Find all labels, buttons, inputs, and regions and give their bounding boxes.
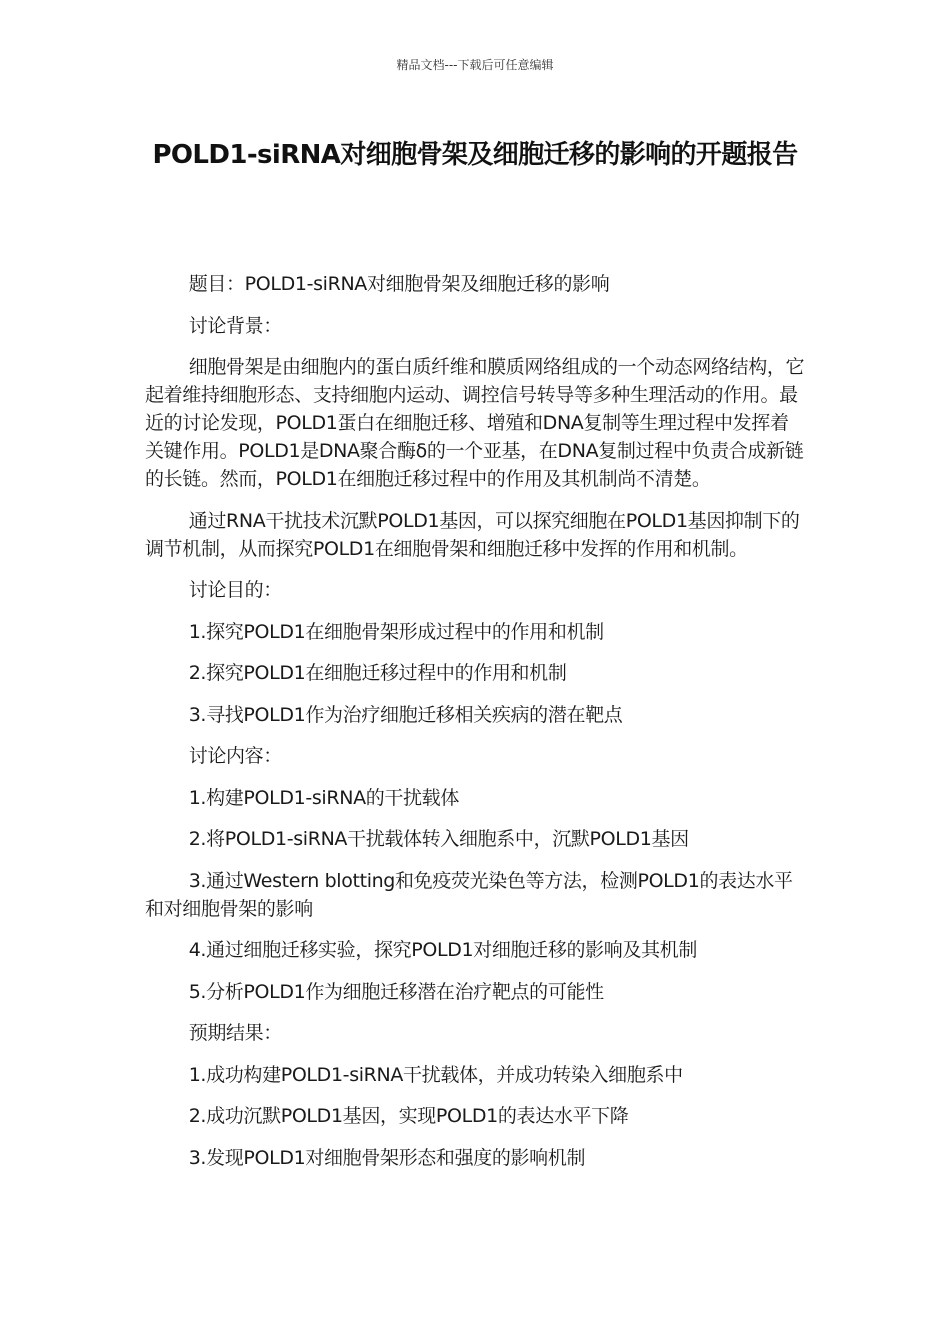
section-heading-expected: 预期结果：	[188, 1022, 282, 1044]
purpose-item-3: 3.寻找POLD1作为治疗细胞迁移相关疾病的潜在靶点	[188, 703, 623, 726]
topic-line: 题目：POLD1-siRNA对细胞骨架及细胞迁移的影响	[188, 273, 610, 295]
section-heading-purpose: 讨论目的：	[188, 579, 282, 601]
section-heading-background: 讨论背景：	[188, 314, 282, 337]
content-item-4: 4.通过细胞迁移实验，探究POLD1对细胞迁移的影响及其机制	[188, 939, 698, 961]
expected-item-1: 1.成功构建POLD1-siRNA干扰载体，并成功转染入细胞系中	[188, 1063, 683, 1086]
document-title: POLD1-siRNA对细胞骨架及细胞迁移的影响的开题报告	[152, 140, 798, 170]
background-paragraph-2: 通过RNA干扰技术沉默POLD1基因，可以探究细胞在POLD1基因抑制下的调节机制，从而探究POLD1在细胞骨架和细胞迁移中发挥的作用和机制。	[145, 509, 800, 560]
expected-item-2: 2.成功沉默POLD1基因，实现POLD1的表达水平下降	[188, 1105, 629, 1127]
document-body	[145, 270, 805, 1185]
purpose-item-2: 2.探究POLD1在细胞迁移过程中的作用和机制	[188, 662, 567, 684]
background-paragraph-1: 细胞骨架是由细胞内的蛋白质纤维和膜质网络组成的一个动态网络结构，它起着维持细胞形态、支持细胞内运动、调控信号转导等多种生理活动的作用。最近的讨论发现，POLD1蛋白在细胞迁移、增殖和DNA复制等生理过程中发挥着关键作用。POLD1是DNA聚合酶δ的一个亚基，在DNA复制过程中负责合成新链的长链。然而，POLD1在细胞迁移过程中的作用及其机制尚不清楚。	[145, 356, 805, 490]
expected-item-3: 3.发现POLD1对细胞骨架形态和强度的影响机制	[188, 1146, 586, 1169]
section-heading-content: 讨论内容：	[188, 745, 282, 767]
purpose-item-1: 1.探究POLD1在细胞骨架形成过程中的作用和机制	[188, 620, 604, 643]
page-header: 精品文档---下载后可任意编辑	[396, 58, 554, 72]
content-item-3: 3.通过Western blotting和免疫荧光染色等方法，检测POLD1的表达水平和对细胞骨架的影响	[145, 869, 793, 920]
content-item-5: 5.分析POLD1作为细胞迁移潜在治疗靶点的可能性	[188, 980, 604, 1003]
content-item-2: 2.将POLD1-siRNA干扰载体转入细胞系中，沉默POLD1基因	[188, 828, 689, 850]
content-item-1: 1.构建POLD1-siRNA的干扰载体	[188, 786, 459, 809]
